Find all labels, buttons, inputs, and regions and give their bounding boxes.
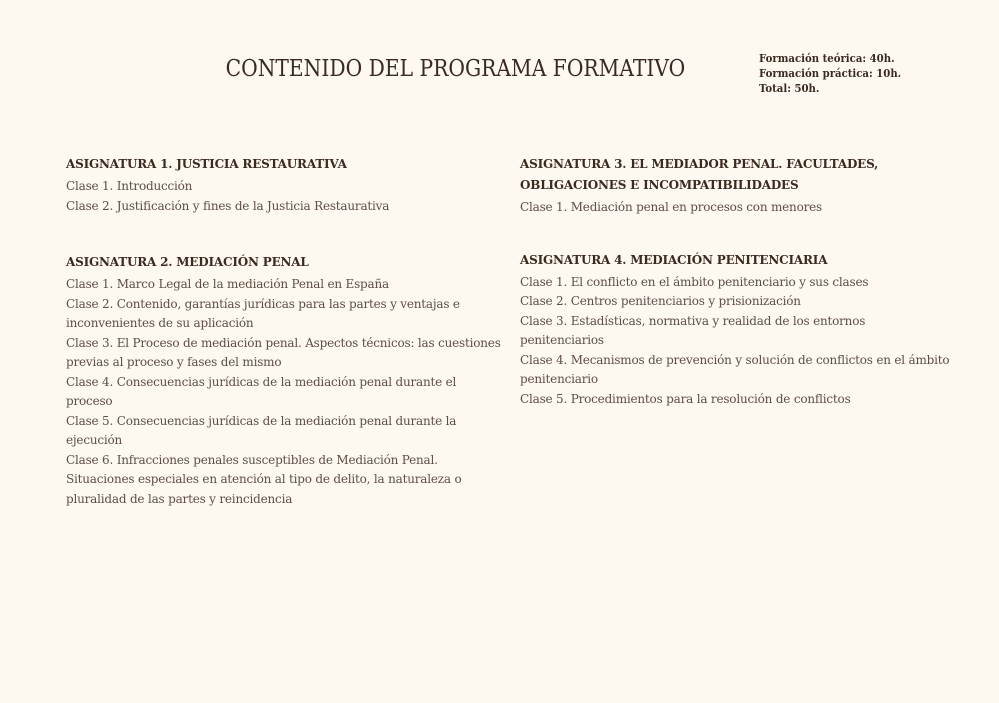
subject-2 (66, 252, 506, 509)
class-item: Clase 6. Infracciones penales susceptibles de Mediación Penal. Situaciones especiales en atención al tipo de delito, la naturaleza o pluralidad de las partes y reincidencia (66, 452, 462, 506)
subject-title: ASIGNATURA 3. EL MEDIADOR PENAL. FACULTADES, OBLIGACIONES E INCOMPATIBILIDADES (520, 157, 879, 192)
class-list (520, 198, 950, 218)
right-column (520, 154, 950, 427)
class-item: Clase 4. Mecanismos de prevención y solución de conflictos en el ámbito penitenciario (520, 352, 950, 386)
class-item: Clase 3. Estadísticas, normativa y realidad de los entornos penitenciarios (520, 313, 866, 347)
class-item: Clase 1. Introducción (66, 179, 193, 193)
subject-4 (520, 250, 950, 410)
subject-title: ASIGNATURA 4. MEDIACIÓN PENITENCIARIA (520, 252, 828, 267)
class-item: Clase 5. Consecuencias jurídicas de la mediación penal durante la ejecución (66, 413, 457, 447)
page-title: CONTENIDO DEL PROGRAMA FORMATIVO (225, 56, 686, 82)
subject-3 (520, 154, 950, 218)
class-list (66, 177, 506, 216)
left-column (66, 154, 506, 527)
class-item: Clase 1. Marco Legal de la mediación Penal en España (66, 277, 389, 291)
class-item: Clase 1. El conflicto en el ámbito penitenciario y sus clases (520, 274, 869, 289)
subject-title: ASIGNATURA 1. JUSTICIA RESTAURATIVA (66, 157, 347, 171)
class-item: Clase 5. Procedimientos para la resolución de conflictos (520, 391, 851, 406)
class-item: Clase 3. El Proceso de mediación penal. Aspectos técnicos: las cuestiones previas al proceso y fases del mismo (66, 335, 501, 369)
class-item: Clase 2. Centros penitenciarios y prisionización (520, 294, 801, 308)
hours-summary (759, 51, 901, 96)
class-item: Clase 2. Justificación y fines de la Justicia Restaurativa (66, 198, 390, 213)
hours-practice: Formación práctica: 10h. (759, 67, 902, 80)
class-item: Clase 2. Contenido, garantías jurídicas para las partes y ventajas e inconvenientes de su aplicación (66, 296, 460, 330)
class-list (66, 275, 506, 509)
subject-title: ASIGNATURA 2. MEDIACIÓN PENAL (66, 255, 309, 269)
hours-theory: Formación teórica: 40h. (759, 52, 895, 65)
class-item: Clase 4. Consecuencias jurídicas de la mediación penal durante el proceso (66, 374, 457, 408)
subject-1 (66, 154, 506, 216)
hours-total: Total: 50h. (759, 82, 820, 95)
class-list (520, 273, 950, 410)
class-item: Clase 1. Mediación penal en procesos con menores (520, 200, 823, 214)
